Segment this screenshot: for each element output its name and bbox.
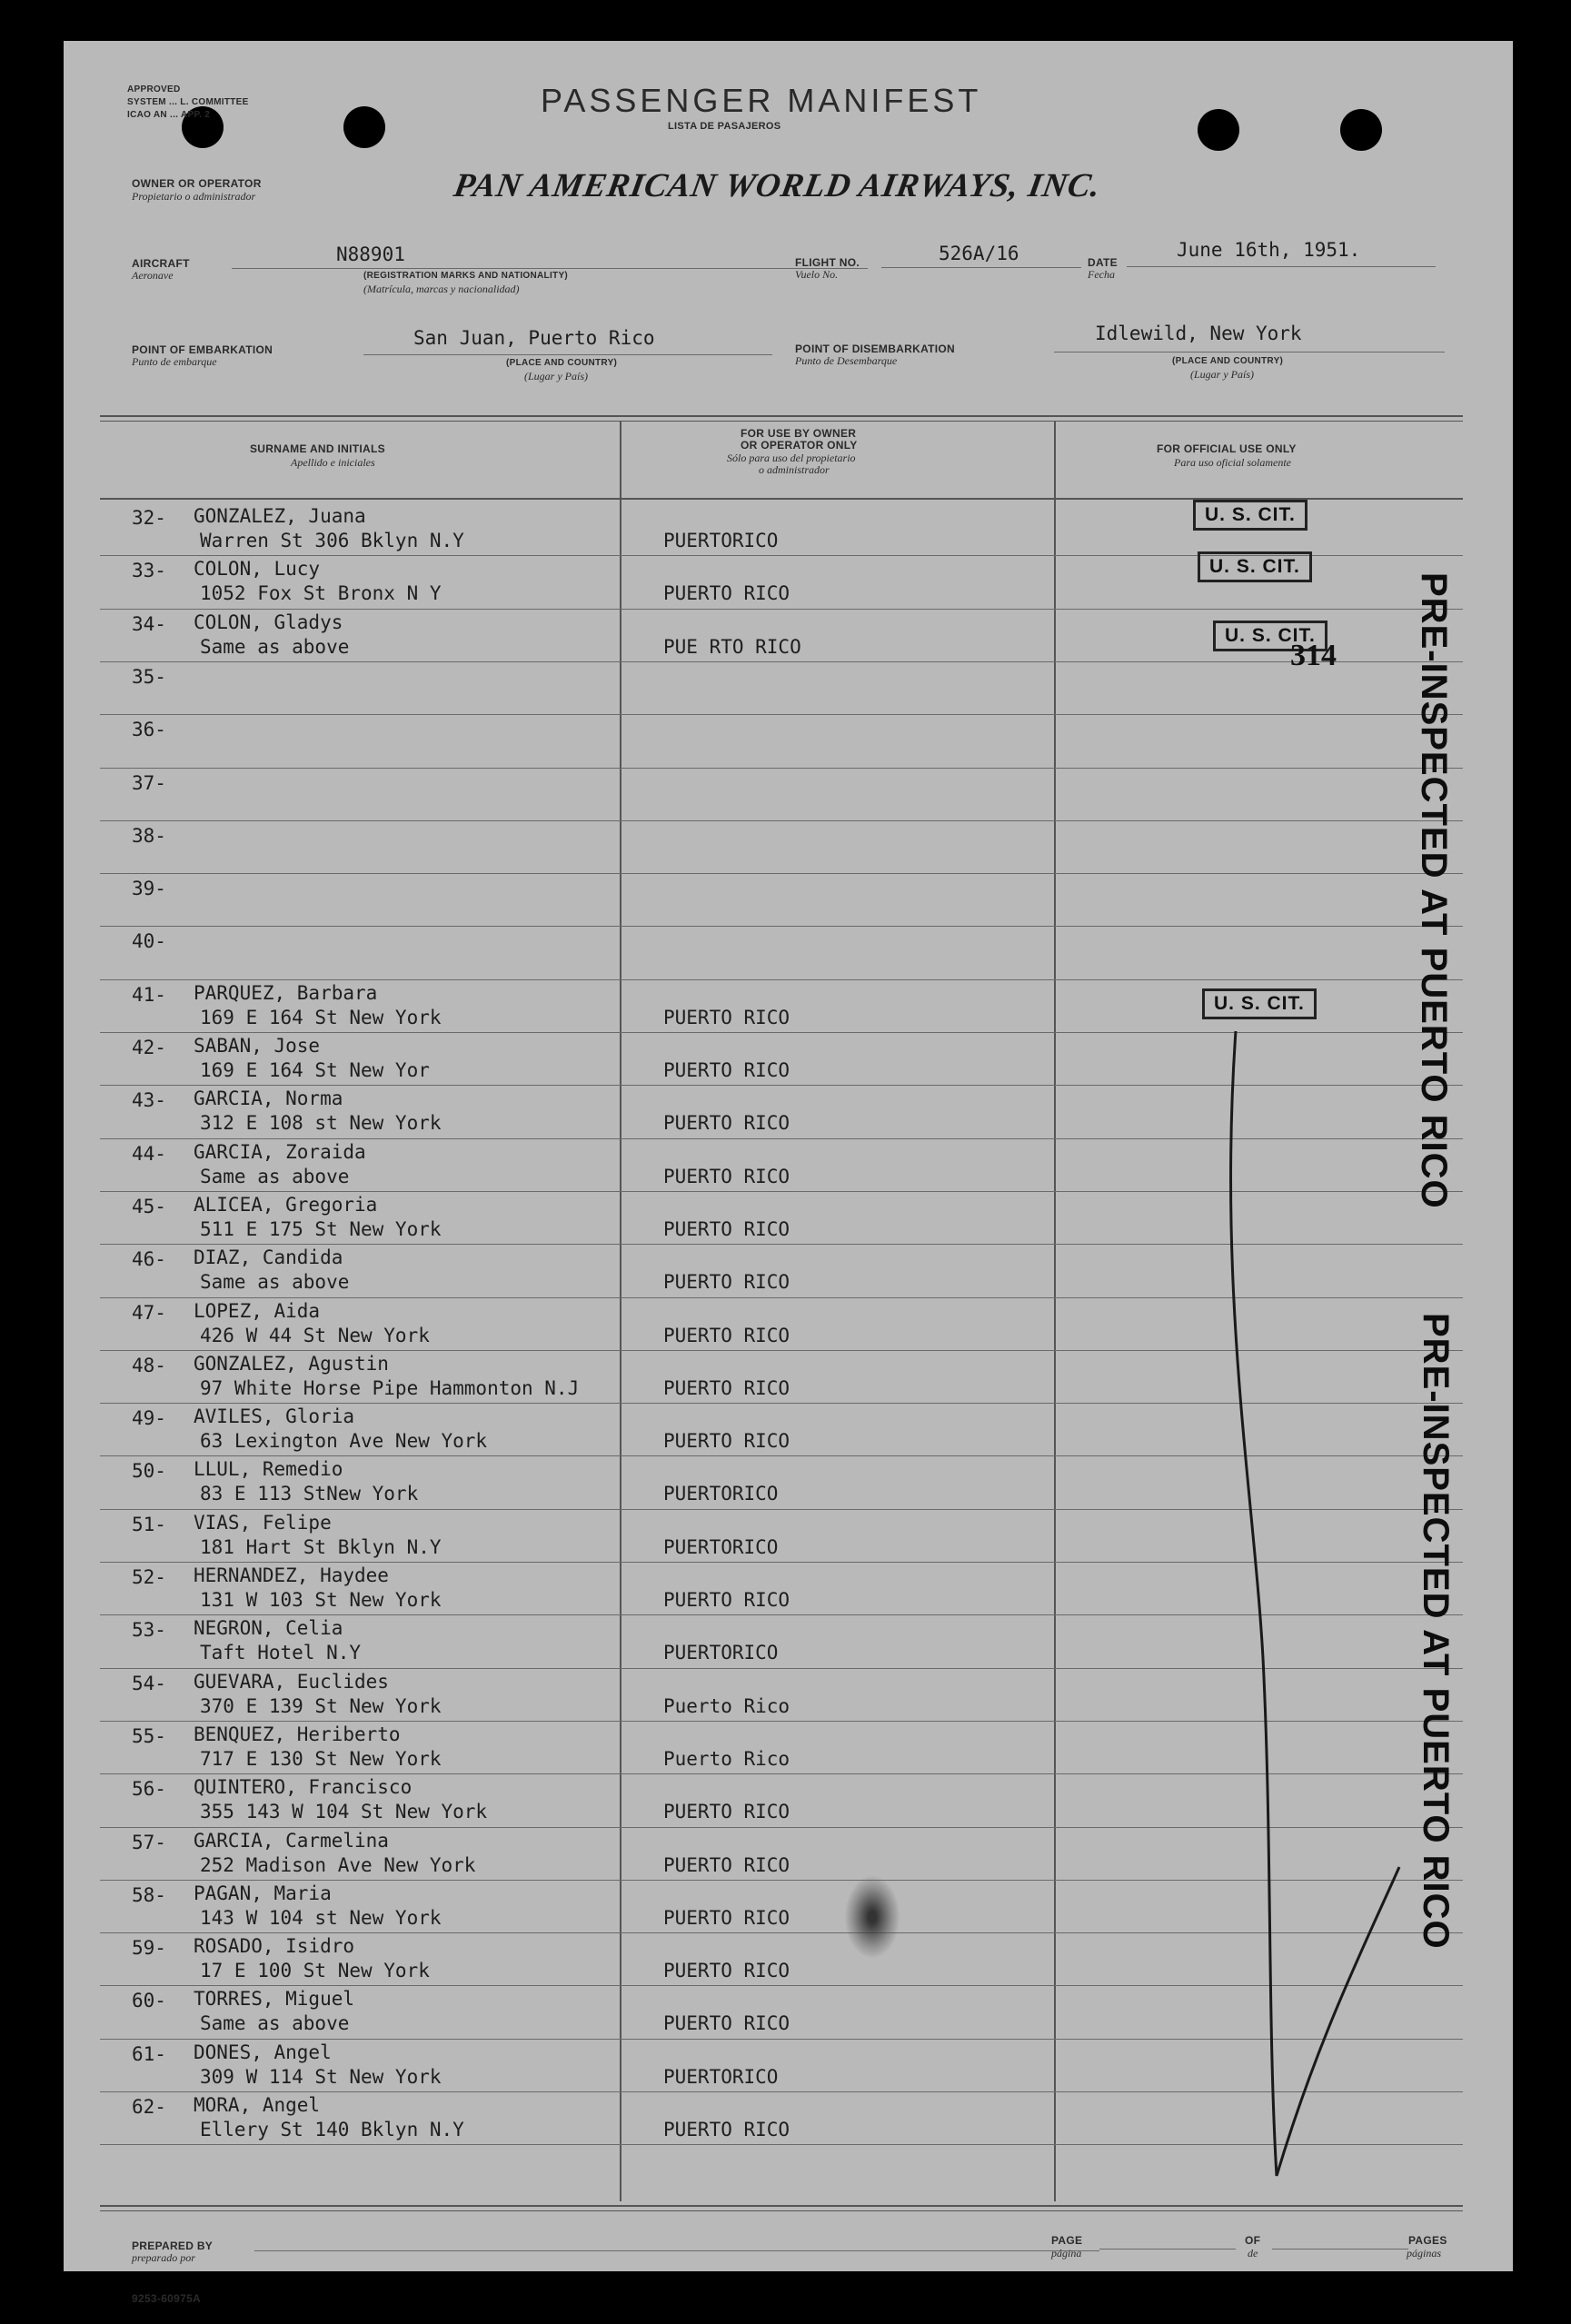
passenger-name: NEGRON, Celia: [194, 1617, 343, 1640]
passenger-name: AVILES, Gloria: [194, 1405, 355, 1428]
passenger-address: Ellery St 140 Bklyn N.Y: [200, 2119, 464, 2140]
country-of-origin: Puerto Rico: [663, 1747, 790, 1770]
prepared-by-label-es: preparado por: [132, 2251, 195, 2264]
country-of-origin: PUERTORICO: [663, 1642, 779, 1664]
row-number: 61-: [132, 2042, 166, 2065]
column-header-owner-es: o administrador: [759, 463, 830, 476]
row-number: 58-: [132, 1883, 166, 1906]
passenger-name: PARQUEZ, Barbara: [194, 981, 378, 1004]
aircraft-value: N88901: [336, 243, 405, 265]
row-number: 56-: [132, 1778, 166, 1801]
passenger-name: ROSADO, Isidro: [194, 1935, 355, 1958]
passenger-name: GARCIA, Zoraida: [194, 1140, 366, 1163]
passenger-name: COLON, Lucy: [194, 558, 321, 581]
passenger-address: 426 W 44 St New York: [200, 1324, 430, 1346]
passenger-address: Same as above: [200, 1271, 350, 1294]
manifest-sheet: [64, 41, 1513, 2305]
aircraft-label: AIRCRAFT: [132, 257, 190, 270]
row-number: 57-: [132, 1831, 166, 1853]
row-number: 55-: [132, 1724, 166, 1747]
row-number: 36-: [132, 719, 166, 741]
row-number: 34-: [132, 612, 166, 635]
approval-line: APPROVED: [127, 84, 181, 94]
passenger-name: GONZALEZ, Juana: [194, 505, 366, 527]
row-number: 33-: [132, 560, 166, 582]
passenger-name: QUINTERO, Francisco: [194, 1776, 413, 1799]
disembark-label-es: Punto de Desembarque: [795, 354, 898, 367]
country-of-origin: PUERTO RICO: [663, 1376, 790, 1399]
row-number: 53-: [132, 1619, 166, 1642]
passenger-address: 309 W 114 St New York: [200, 2065, 442, 2088]
row-number: 48-: [132, 1354, 166, 1376]
row-divider: [100, 820, 1463, 821]
passenger-name: MORA, Angel: [194, 2094, 321, 2116]
handwritten-number: 314: [1290, 639, 1337, 672]
passenger-name: LOPEZ, Aida: [194, 1299, 321, 1322]
passenger-name: GUEVARA, Euclides: [194, 1670, 389, 1693]
row-divider: [100, 661, 1463, 662]
passenger-address: 97 White Horse Pipe Hammonton N.J: [200, 1376, 580, 1399]
column-header-official: FOR OFFICIAL USE ONLY: [1157, 442, 1297, 455]
passenger-name: PAGAN, Maria: [194, 1882, 332, 1904]
row-number: 46-: [132, 1248, 166, 1271]
passenger-address: Warren St 306 Bklyn N.Y: [200, 530, 464, 551]
passenger-address: 169 E 164 St New York: [200, 1006, 442, 1028]
place-caption-es: (Lugar y País): [524, 370, 588, 382]
country-of-origin: PUERTO RICO: [663, 1430, 790, 1453]
place-caption: (PLACE AND COUNTRY): [506, 358, 618, 368]
country-of-origin: PUERTORICO: [663, 1483, 779, 1505]
page-subtitle: LISTA DE PASAJEROS: [668, 121, 781, 132]
row-number: 52-: [132, 1566, 166, 1588]
country-of-origin: PUERTO RICO: [663, 1112, 790, 1135]
row-number: 47-: [132, 1301, 166, 1324]
passenger-address: 181 Hart St Bklyn N.Y: [200, 1535, 442, 1558]
country-of-origin: PUERTORICO: [663, 2065, 779, 2088]
page-label-es: página: [1051, 2247, 1082, 2259]
row-number: 39-: [132, 878, 166, 900]
passenger-name: GARCIA, Norma: [194, 1088, 343, 1110]
country-of-origin: PUERTO RICO: [663, 1853, 790, 1876]
passenger-address: 355 143 W 104 St New York: [200, 1801, 488, 1823]
passenger-address: 717 E 130 St New York: [200, 1747, 442, 1770]
passenger-name: ALICEA, Gregoria: [194, 1193, 378, 1216]
ink-smudge: [845, 1876, 900, 1958]
passenger-name: LLUL, Remedio: [194, 1458, 343, 1481]
handwritten-checkmark: [1181, 1022, 1436, 2203]
passenger-address: Same as above: [200, 1165, 350, 1187]
passenger-address: 1052 Fox St Bronx N Y: [200, 582, 442, 605]
passenger-address: 17 E 100 St New York: [200, 1960, 430, 1982]
pages-label-es: páginas: [1407, 2247, 1442, 2259]
column-header-surname-es: Apellido e iniciales: [291, 456, 375, 469]
passenger-address: 511 E 175 St New York: [200, 1217, 442, 1240]
country-of-origin: PUERTO RICO: [663, 1960, 790, 1982]
row-number: 38-: [132, 824, 166, 847]
row-divider: [100, 714, 1463, 715]
aircraft-label-es: Aeronave: [132, 269, 174, 282]
form-number: 9253-60975A: [132, 2292, 202, 2305]
passenger-address: 63 Lexington Ave New York: [200, 1430, 488, 1453]
prepared-by-label: PREPARED BY: [132, 2240, 214, 2252]
country-of-origin: PUERTO RICO: [663, 1906, 790, 1929]
row-number: 35-: [132, 665, 166, 688]
row-number: 60-: [132, 1990, 166, 2012]
passenger-address: 131 W 103 St New York: [200, 1589, 442, 1611]
of-label: OF: [1245, 2234, 1261, 2247]
punch-hole: [1340, 109, 1382, 151]
row-number: 37-: [132, 771, 166, 794]
passenger-address: 312 E 108 st New York: [200, 1112, 442, 1135]
row-divider: [100, 979, 1463, 980]
pre-inspected-stamp: PRE-INSPECTED AT PUERTO RICO: [1416, 1313, 1456, 1950]
column-header-owner: OR OPERATOR ONLY: [741, 439, 858, 452]
row-divider: [100, 873, 1463, 874]
us-citizen-stamp: U. S. CIT.: [1202, 988, 1317, 1019]
aircraft-caption: (REGISTRATION MARKS AND NATIONALITY): [363, 271, 569, 281]
embark-value: San Juan, Puerto Rico: [413, 327, 655, 349]
row-number: 44-: [132, 1142, 166, 1165]
passenger-address: Same as above: [200, 2012, 350, 2035]
passenger-name: GONZALEZ, Agustin: [194, 1352, 389, 1375]
pages-label: PAGES: [1408, 2234, 1447, 2247]
row-number: 43-: [132, 1089, 166, 1112]
column-header-owner: FOR USE BY OWNER: [741, 427, 857, 440]
punch-hole: [343, 106, 385, 148]
column-header-owner-es: Sólo para uso del propietario: [727, 452, 856, 464]
passenger-address: Same as above: [200, 635, 350, 658]
passenger-name: DIAZ, Candida: [194, 1246, 343, 1269]
row-divider: [100, 609, 1463, 610]
date-label: DATE: [1088, 256, 1118, 269]
us-citizen-stamp: U. S. CIT.: [1198, 551, 1312, 582]
passenger-address: 169 E 164 St New Yor: [200, 1059, 430, 1081]
row-number: 59-: [132, 1937, 166, 1960]
passenger-name: COLON, Gladys: [194, 611, 343, 633]
country-of-origin: PUERTORICO: [663, 1535, 779, 1558]
aircraft-caption-es: (Matrícula, marcas y nacionalidad): [363, 283, 520, 295]
place-caption: (PLACE AND COUNTRY): [1172, 356, 1284, 366]
approval-line: SYSTEM ... L. COMMITTEE: [127, 97, 249, 107]
country-of-origin: PUERTO RICO: [663, 2012, 790, 2035]
pre-inspected-stamp: PRE-INSPECTED AT PUERTO RICO: [1414, 572, 1454, 1209]
passenger-name: BENQUEZ, Heriberto: [194, 1723, 401, 1745]
approval-line: ICAO AN ... APP. 2: [127, 110, 211, 120]
owner-label-es: Propietario o administrador: [132, 190, 256, 203]
row-number: 49-: [132, 1407, 166, 1430]
passenger-name: VIAS, Felipe: [194, 1511, 332, 1534]
passenger-address: 370 E 139 St New York: [200, 1694, 442, 1717]
disembark-value: Idlewild, New York: [1095, 323, 1302, 344]
row-number: 42-: [132, 1037, 166, 1058]
us-citizen-stamp: U. S. CIT.: [1193, 500, 1308, 531]
row-divider: [100, 926, 1463, 927]
page-title: PASSENGER MANIFEST: [541, 82, 982, 119]
passenger-name: DONES, Angel: [194, 2041, 332, 2063]
passenger-address: 143 W 104 st New York: [200, 1906, 442, 1929]
place-caption-es: (Lugar y País): [1190, 368, 1254, 381]
row-number: 51-: [132, 1513, 166, 1535]
country-of-origin: PUERTO RICO: [663, 1324, 790, 1346]
operator-name: PAN AMERICAN WORLD AIRWAYS, INC.: [451, 167, 1104, 204]
punch-hole: [1198, 109, 1239, 151]
row-number: 40-: [132, 930, 166, 953]
passenger-address: 252 Madison Ave New York: [200, 1853, 476, 1876]
disembark-label: POINT OF DISEMBARKATION: [795, 343, 956, 355]
country-of-origin: PUERTO RICO: [663, 1217, 790, 1240]
country-of-origin: PUERTO RICO: [663, 1006, 790, 1028]
us-citizen-stamp: U. S. CIT.: [1213, 621, 1327, 651]
flight-label-es: Vuelo No.: [795, 268, 839, 281]
country-of-origin: PUERTO RICO: [663, 1165, 790, 1187]
flight-label: FLIGHT NO.: [795, 256, 860, 269]
country-of-origin: PUERTO RICO: [663, 582, 790, 605]
row-number: 45-: [132, 1195, 166, 1217]
country-of-origin: PUERTO RICO: [663, 1801, 790, 1823]
row-number: 62-: [132, 2096, 166, 2118]
country-of-origin: PUE RTO RICO: [663, 635, 801, 658]
owner-label: OWNER OR OPERATOR: [132, 177, 262, 190]
passenger-name: TORRES, Miguel: [194, 1988, 355, 2011]
country-of-origin: PUERTO RICO: [663, 2119, 790, 2140]
row-number: 54-: [132, 1672, 166, 1694]
column-header-official-es: Para uso oficial solamente: [1174, 456, 1291, 469]
passenger-name: HERNANDEZ, Haydee: [194, 1564, 389, 1586]
embark-label-es: Punto de embarque: [132, 355, 217, 368]
passenger-name: SABAN, Jose: [194, 1035, 321, 1057]
country-of-origin: PUERTO RICO: [663, 1589, 790, 1611]
of-label-es: de: [1248, 2247, 1258, 2259]
flight-value: 526A/16: [939, 243, 1019, 264]
row-divider: [100, 768, 1463, 769]
date-label-es: Fecha: [1088, 268, 1115, 281]
date-value: June 16th, 1951.: [1177, 239, 1361, 261]
page-label: PAGE: [1051, 2234, 1083, 2247]
country-of-origin: PUERTO RICO: [663, 1059, 790, 1081]
country-of-origin: Puerto Rico: [663, 1694, 790, 1717]
column-header-surname: SURNAME AND INITIALS: [250, 442, 385, 455]
row-number: 41-: [132, 983, 166, 1006]
row-number: 32-: [132, 507, 166, 529]
embark-label: POINT OF EMBARKATION: [132, 343, 273, 356]
country-of-origin: PUERTORICO: [663, 530, 779, 551]
passenger-address: Taft Hotel N.Y: [200, 1642, 362, 1664]
row-number: 50-: [132, 1460, 166, 1483]
passenger-name: GARCIA, Carmelina: [194, 1829, 389, 1852]
passenger-address: 83 E 113 StNew York: [200, 1483, 419, 1505]
country-of-origin: PUERTO RICO: [663, 1271, 790, 1294]
